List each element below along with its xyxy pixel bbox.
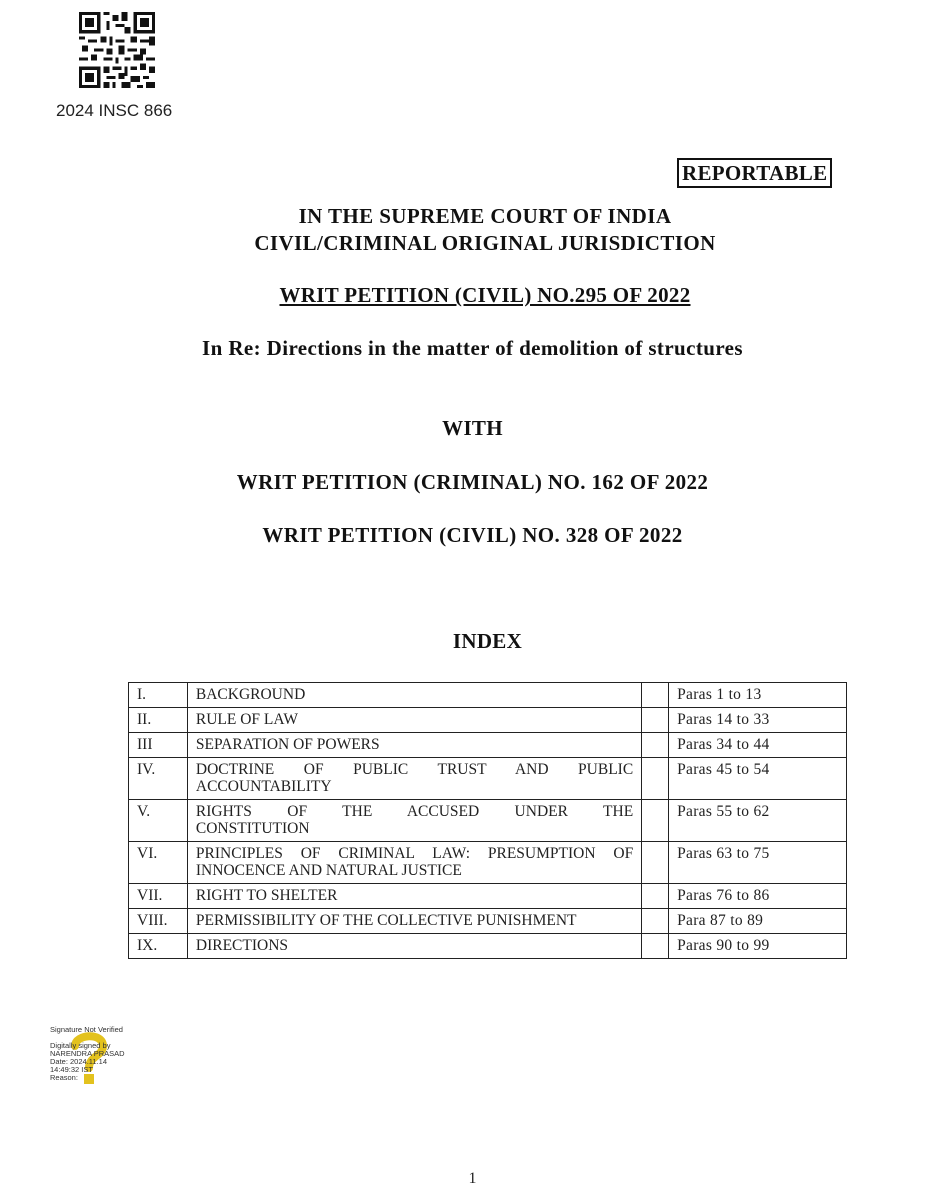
row-title-line: PRINCIPLES OF CRIMINAL LAW: PRESUMPTION OF <box>195 845 634 862</box>
connected-case-1: WRIT PETITION (CRIMINAL) NO. 162 OF 2022 <box>236 470 709 494</box>
table-row <box>129 758 847 800</box>
row-paras: Paras 90 to 99 <box>669 934 847 959</box>
signature-status: Signature Not Verified <box>50 1025 123 1034</box>
row-title: RIGHT TO SHELTER <box>187 884 641 909</box>
row-paras: Para 87 to 89 <box>669 909 847 934</box>
court-heading <box>0 203 945 257</box>
index-table <box>128 682 847 959</box>
row-number: II. <box>129 708 188 733</box>
case-number: WRIT PETITION (CIVIL) NO.295 OF 2022 <box>279 283 691 307</box>
row-title-line: INNOCENCE AND NATURAL JUSTICE <box>195 862 462 879</box>
row-title: BACKGROUND <box>187 683 641 708</box>
row-number: VII. <box>129 884 188 909</box>
signature-signer: NARENDRA PRASAD <box>50 1049 125 1058</box>
case-subject: In Re: Directions in the matter of demolition of structures <box>202 336 743 360</box>
table-row <box>129 842 847 884</box>
row-number: IX. <box>129 934 188 959</box>
row-title <box>187 842 641 884</box>
row-paras: Paras 63 to 75 <box>669 842 847 884</box>
row-title-line: ACCOUNTABILITY <box>195 778 332 795</box>
row-title <box>187 758 641 800</box>
with-label: WITH <box>442 416 503 440</box>
page-number: 1 <box>468 1170 477 1187</box>
digital-signature-stamp <box>50 1026 160 1088</box>
row-number: III <box>129 733 188 758</box>
table-row <box>129 934 847 959</box>
table-row <box>129 800 847 842</box>
reportable-label: REPORTABLE <box>677 158 832 188</box>
table-row <box>129 884 847 909</box>
signature-reason: Reason: <box>50 1073 78 1082</box>
table-row <box>129 708 847 733</box>
index-title: INDEX <box>452 629 523 653</box>
qr-code <box>79 12 155 88</box>
row-paras: Paras 55 to 62 <box>669 800 847 842</box>
connected-case-2: WRIT PETITION (CIVIL) NO. 328 OF 2022 <box>262 523 683 547</box>
row-title-line: DOCTRINE OF PUBLIC TRUST AND PUBLIC <box>195 761 634 778</box>
row-paras: Paras 1 to 13 <box>669 683 847 708</box>
signature-time: 14:49:32 IST <box>50 1065 93 1074</box>
row-title-line: RIGHTS OF THE ACCUSED UNDER THE <box>195 803 634 820</box>
row-number: IV. <box>129 758 188 800</box>
row-title-line: CONSTITUTION <box>195 820 310 837</box>
signature-date: Date: 2024.11.14 <box>50 1057 107 1066</box>
row-title: RULE OF LAW <box>187 708 641 733</box>
row-paras: Paras 45 to 54 <box>669 758 847 800</box>
row-title <box>187 800 641 842</box>
court-name: IN THE SUPREME COURT OF INDIA <box>298 204 672 228</box>
row-number: VIII. <box>129 909 188 934</box>
row-title: PERMISSIBILITY OF THE COLLECTIVE PUNISHMENT <box>187 909 641 934</box>
table-row <box>129 733 847 758</box>
row-title: SEPARATION OF POWERS <box>187 733 641 758</box>
row-number: I. <box>129 683 188 708</box>
signature-line: Digitally signed by <box>50 1041 111 1050</box>
jurisdiction: CIVIL/CRIMINAL ORIGINAL JURISDICTION <box>254 231 716 255</box>
neutral-citation: 2024 INSC 866 <box>56 101 173 120</box>
row-paras: Paras 14 to 33 <box>669 708 847 733</box>
row-number: V. <box>129 800 188 842</box>
row-number: VI. <box>129 842 188 884</box>
row-paras: Paras 34 to 44 <box>669 733 847 758</box>
table-row <box>129 683 847 708</box>
row-title: DIRECTIONS <box>187 934 641 959</box>
row-paras: Paras 76 to 86 <box>669 884 847 909</box>
table-row <box>129 909 847 934</box>
